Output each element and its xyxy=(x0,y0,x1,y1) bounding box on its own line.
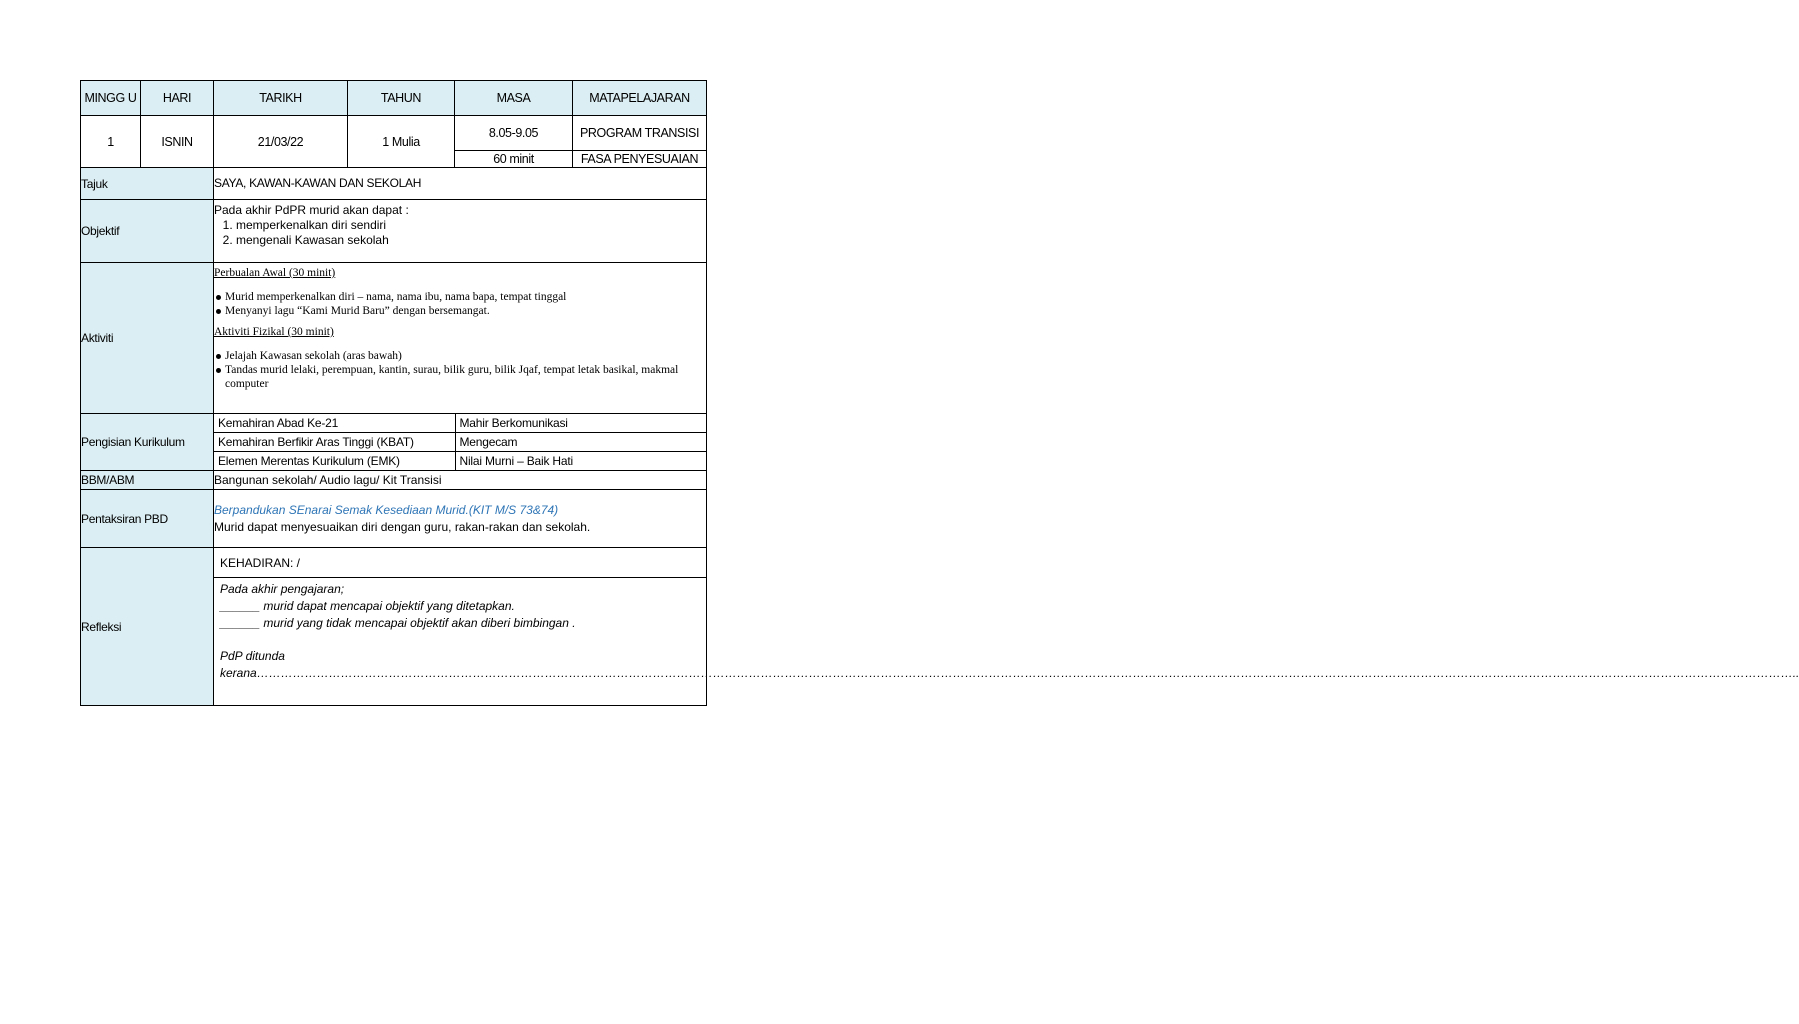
aktiviti-item: Tandas murid lelaki, perempuan, kantin, surau, bilik guru, bilik Jqaf, tempat letak basikal, makmal computer xyxy=(216,363,706,391)
refleksi-line: Pada akhir pengajaran; xyxy=(220,582,345,596)
pengisian-left: Kemahiran Berfikir Aras Tinggi (KBAT) xyxy=(214,433,455,452)
aktiviti-label: Aktiviti xyxy=(81,263,214,414)
aktiviti-item: Menyanyi lagu “Kami Murid Baru” dengan bersemangat. xyxy=(216,304,706,318)
masa-duration: 60 minit xyxy=(455,151,573,168)
minggu-value: 1 xyxy=(81,116,141,168)
subject-value: PROGRAM TRANSISI xyxy=(573,116,707,151)
refleksi-line: ______ murid yang tidak mencapai objektif akan diberi bimbingan . xyxy=(220,616,576,630)
bullet-icon xyxy=(216,295,221,300)
pengisian-right: Mengecam xyxy=(455,433,706,452)
pengisian-left: Elemen Merentas Kurikulum (EMK) xyxy=(218,454,400,468)
pengisian-right: Mahir Berkomunikasi xyxy=(455,414,706,433)
aktiviti-section2-title: Aktiviti Fizikal (30 minit) xyxy=(214,326,334,338)
tajuk-label: Tajuk xyxy=(81,168,214,200)
masa-time: 8.05-9.05 xyxy=(455,116,573,151)
kehadiran-line: KEHADIRAN: / xyxy=(214,548,706,578)
refleksi-label: Refleksi xyxy=(81,548,214,706)
tarikh-value: 21/03/22 xyxy=(214,116,348,168)
objektif-intro: Pada akhir PdPR murid akan dapat : xyxy=(214,203,409,217)
pengisian-label: Pengisian Kurikulum xyxy=(81,414,214,471)
header-tahun: TAHUN xyxy=(348,81,455,116)
phase-value: FASA PENYESUAIAN xyxy=(573,151,707,168)
objektif-item: 1. memperkenalkan diri sendiri xyxy=(236,218,706,233)
refleksi-notes xyxy=(214,578,1799,698)
objektif-label: Objektif xyxy=(81,200,214,263)
tajuk-value: SAYA, KAWAN-KAWAN DAN SEKOLAH xyxy=(214,168,707,200)
aktiviti-item: Murid memperkenalkan diri – nama, nama ibu, nama bapa, tempat tinggal xyxy=(216,290,706,304)
aktiviti-section1-list xyxy=(214,290,706,318)
header-masa: MASA xyxy=(455,81,573,116)
objektif-item: 2. mengenali Kawasan sekolah xyxy=(236,233,706,248)
refleksi-line: kerana…………………………………………………………………………………………………………………………………………………………………………………………………………………………………………………………………………………………………………………………………………………….. xyxy=(220,666,1799,680)
pengisian-content xyxy=(214,414,707,471)
lesson-plan-table xyxy=(80,80,1799,706)
aktiviti-section1-title: Perbualan Awal (30 minit) xyxy=(214,267,336,279)
aktiviti-item: Jelajah Kawasan sekolah (aras bawah) xyxy=(216,349,706,363)
aktiviti-section2-list xyxy=(214,349,706,391)
bullet-icon xyxy=(216,354,221,359)
refleksi-line: ______ murid dapat mencapai objektif yang ditetapkan. xyxy=(220,599,515,613)
header-tarikh: TARIKH xyxy=(214,81,348,116)
pbd-line2: Murid dapat menyesuaikan diri dengan guru, rakan-rakan dan sekolah. xyxy=(214,519,591,534)
bbm-label: BBM/ABM xyxy=(81,471,214,490)
pengisian-table xyxy=(214,414,706,470)
pbd-label: Pentaksiran PBD xyxy=(81,490,214,548)
pbd-line1: Berpandukan SEnarai Semak Kesediaan Murid.(KIT M/S 73&74) xyxy=(214,502,559,517)
refleksi-content xyxy=(214,548,1799,706)
tahun-value: 1 Mulia xyxy=(348,116,455,168)
objektif-content xyxy=(214,200,707,263)
header-minggu: MINGG U xyxy=(81,81,141,116)
pbd-content xyxy=(214,490,707,548)
pengisian-left: Kemahiran Abad Ke-21 xyxy=(214,414,455,433)
bullet-icon xyxy=(216,368,221,373)
header-hari: HARI xyxy=(141,81,214,116)
hari-value: ISNIN xyxy=(141,116,214,168)
bullet-icon xyxy=(216,309,221,314)
pengisian-right: Nilai Murni – Baik Hati xyxy=(455,452,706,471)
bbm-value: Bangunan sekolah/ Audio lagu/ Kit Transisi xyxy=(214,471,707,490)
objektif-list xyxy=(214,218,706,248)
header-matapelajaran: MATAPELAJARAN xyxy=(573,81,707,116)
refleksi-line: PdP ditunda xyxy=(220,649,285,663)
aktiviti-content xyxy=(214,263,707,414)
